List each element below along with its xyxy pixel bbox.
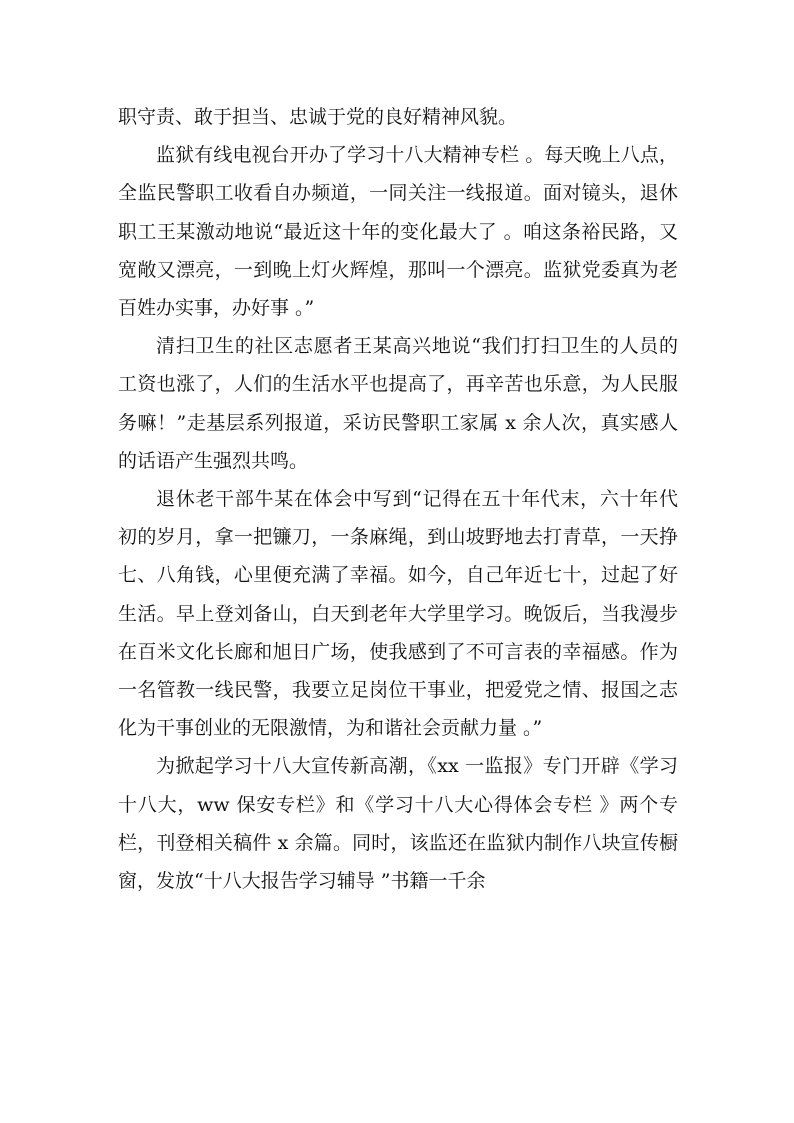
paragraph-volunteer: 清扫卫生的社区志愿者王某高兴地说“我们打扫卫生的人员的工资也涨了，人们的生活水平也提高了，再辛苦也乐意，为人民服务嘛！”走基层系列报道，采访民警职工家属 x 余人次，真实感人的话语产生强烈共鸣。 (118, 335, 678, 472)
paragraph-retired-cadre: 退休老干部牛某在体会中写到“记得在五十年代末，六十年代初的岁月，拿一把镰刀，一条麻绳，到山坡野地去打青草，一天挣七、八角钱，心里便充满了幸福。如今，自己年近七十，过起了好生活。早上登刘备山，白天到老年大学里学习。晚饭后，当我漫步在百米文化长廊和旭日广场，使我感到了不可言表的幸福感。作为一名管教一线民警，我要立足岗位干事业，把爱党之情、报国之志化为干事创业的无限激情，为和谐社会贡献力量 。” (118, 488, 678, 740)
paragraph-continuation: 职守责、敢于担当、忠诚于党的良好精神风貌。 (118, 106, 518, 128)
paragraph-tv-column: 监狱有线电视台开办了学习十八大精神专栏 。每天晚上八点，全监民警职工收看自办频道，一同关注一线报道。面对镜头，退休职工王某激动地说“最近这十年的变化最大了 。咱这条裕民路，又宽敞又漂亮，一到晚上灯火辉煌，那叫一个漂亮。监狱党委真为老百姓办实事，办好事 。” (118, 144, 678, 320)
paragraph-newspaper-columns: 为掀起学习十八大宣传新高潮，《xx 一监报》专门开辟《学习十八大，ww 保安专栏》和《学习十八大心得体会专栏 》两个专栏，刊登相关稿件 x 余篇。同时，该监还在监狱内制作八块宣传橱窗，发放“十八大报告学习辅导 ”书籍一千余 (118, 755, 678, 893)
document-body (118, 98, 678, 900)
